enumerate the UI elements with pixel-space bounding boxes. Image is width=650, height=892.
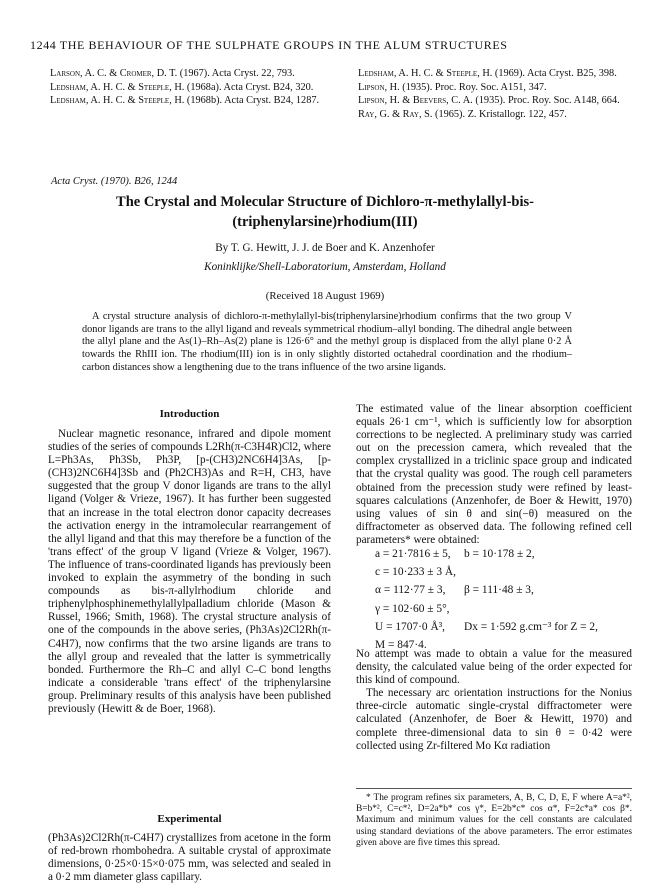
reference-entry (358, 109, 628, 122)
reference-source: (1967). Acta Cryst. 22, 793. (177, 68, 295, 79)
reference-source: (1969). Acta Cryst. B25, 398. (492, 68, 617, 79)
footnote: * The program refines six parameters, A, B, C, D, E, F where A=a*², B=b*², C=c*², D=2a*b* cos γ*, E=2b*c* cos α*, F=2c*a* cos β*. Maximum and minimum values for the cell constants are calculated using standard deviations of the above parameters. The error estimates given above are five times this spread. (356, 793, 632, 848)
reference-source: (1935). Proc. Roy. Soc. A148, 664. (472, 95, 620, 107)
cell-c: c = 10·233 ± 3 Å, (375, 566, 457, 579)
experimental-heading: Experimental (157, 813, 222, 825)
reference-entry (50, 82, 320, 95)
reference-authors: Ray, G. & Ray, S. (358, 108, 433, 120)
received-date: (Received 18 August 1969) (265, 290, 385, 302)
article-citation: Acta Cryst. (1970). B26, 1244 (51, 176, 178, 187)
reference-entry (358, 68, 628, 81)
cell-beta: β = 111·48 ± 3, (464, 584, 534, 597)
reference-entry (50, 68, 320, 81)
introduction-heading: Introduction (159, 408, 220, 420)
reference-source: (1968a). Acta Cryst. B24, 320. (184, 81, 314, 93)
reference-entry (358, 82, 628, 95)
reference-entry (50, 95, 320, 108)
reference-authors: Larson, A. C. & Cromer, D. T. (50, 68, 178, 79)
reference-authors: Ledsham, A. H. C. & Steeple, H. (50, 81, 185, 93)
right-column-top (356, 403, 632, 547)
reference-source: (1965). Z. Kristallogr. 122, 457. (432, 108, 567, 120)
references-right (358, 68, 628, 122)
article-authors: By T. G. Hewitt, J. J. de Boer and K. Anzenhofer (215, 242, 435, 254)
footnote-divider (356, 788, 632, 789)
references-left (50, 68, 320, 109)
introduction-paragraph: Nuclear magnetic resonance, infrared and dipole moment studies of the series of compounds L2Rh(π-C3H4R)Cl2, where L=Ph3As, Ph3Sb, Ph3P, [p-(CH3)2NC6H4]3As, [p-(CH3)2NC6H4]3Sb and (Ph2CH3)As and R=H, CH3, have suggested that the group V donor ligands are trans to the allyl ligand (Volger & Vrieze, 1967). It has further been suggested that an increase in the total electron donor capacity decreases the activation energy in the intramolecular rearrangement of the allyl ligand and that this may therefore be a function of the 'trans effect' of the group V ligand (Vrieze & Volger, 1967). The influence of trans-coordinated ligands has previously been invoked to explain the asymmetry of the bonding in such compounds as bis-π-allylrhodium chloride and triphenylphosphinemethylallylpalladium chloride (Mason & Russel, 1966; Smith, 1968). The crystal structure analysis of one of the compounds in the above series, (Ph3As)2Cl2Rh(π-C4H7), now confirms that the two arsine ligands are trans to the allyl group and revealed that the latter is symmetrically bonded. Furthermore the Rh–C and allyl C–C bond lengths indicate a considerable 'trans effect' of the triphenylarsine group. Preliminary results of this analysis have been published previously (Hewitt & de Boer, 1968). (48, 428, 331, 715)
introduction-body (48, 428, 331, 716)
density-paragraph: No attempt was made to obtain a value for the measured density, the calculated value being of the order expected for this kind of compound. (356, 648, 632, 687)
cell-alpha: α = 112·77 ± 3, (375, 584, 446, 597)
cell-a: a = 21·7816 ± 5, (375, 548, 451, 560)
reference-entry (358, 95, 628, 108)
cell-density: Dx = 1·592 g.cm⁻³ for Z = 2, (464, 620, 598, 633)
reference-authors: Lipson, H. (358, 81, 400, 93)
diffractometer-paragraph: The necessary arc orientation instructions for the Nonius three-circle automatic single-crystal diffractometer were calculated (Anzenhofer, de Boer & Hewitt, 1970) and complete three-dimensional data to sin θ = 0·42 were collected using Zr-filtered Mo Kα radiation (356, 687, 632, 752)
cell-gamma: γ = 102·60 ± 5°, (375, 602, 450, 615)
reference-authors: Ledsham, A. H. C. & Steeple, H. (50, 95, 185, 107)
right-column-bottom (356, 648, 632, 753)
cell-b: b = 10·178 ± 2, (464, 548, 535, 560)
reference-source: (1968b). Acta Cryst. B24, 1287. (184, 95, 320, 107)
reference-source: (1935). Proc. Roy. Soc. A151, 347. (399, 81, 547, 93)
cell-parameters (373, 544, 606, 655)
running-head: 1244 THE BEHAVIOUR OF THE SULPHATE GROUPS IN THE ALUM STRUCTURES (30, 38, 508, 52)
reference-authors: Ledsham, A. H. C. & Steeple, H. (358, 68, 493, 79)
cell-molecular-weight: M = 847·4. (375, 639, 427, 652)
author-institution: Koninklijke/Shell-Laboratorium, Amsterdam, Holland (204, 261, 446, 273)
article-title: The Crystal and Molecular Structure of Dichloro-π-methylallyl-bis-(triphenylarsine)rhodium(III) (116, 194, 534, 230)
absorption-paragraph: The estimated value of the linear absorption coefficient equals 26·1 cm⁻¹, which is sufficiently low for absorption corrections to be neglected. A preliminary study was carried out on the precession camera, which revealed that the complex crystallized in a triclinic space group and indicated that the crystal quality was good. The rough cell parameters obtained from the precession study were refined by least-squares calculations (Anzenhofer, de Boer & Hewitt, 1970) using values of sin θ and sin(−θ) measured on the diffractometer as observed data. The following refined cell parameters* were obtained: (356, 403, 632, 546)
reference-authors: Lipson, H. & Beevers, C. A. (358, 95, 473, 107)
cell-volume: U = 1707·0 Å³, (375, 620, 445, 633)
experimental-body (48, 832, 331, 884)
experimental-paragraph: (Ph3As)2Cl2Rh(π-C4H7) crystallizes from acetone in the form of red-brown rhombohedra. A suitable crystal of approximate dimensions, 0·25×0·15×0·075 mm, was selected and sealed in a 0·2 mm diameter glass capillary. (48, 832, 331, 884)
abstract: A crystal structure analysis of dichloro-π-methylallyl-bis(triphenylarsine)rhodium confirms that the two group V donor ligands are trans to the allyl ligand and reveals symmetrical rhodium–allyl bonding. The dihedral angle between the allyl plane and the As(1)–Rh–As(2) plane is 126·6° and the methyl group is displaced from the allyl plane 0·2 Å towards the RhIII ion. The rhodium(III) ion is in only slightly distorted octahedral coordination and the rhodium–carbon distances show a lengthening due to the trans influence of the two arsine ligands. (82, 311, 572, 373)
